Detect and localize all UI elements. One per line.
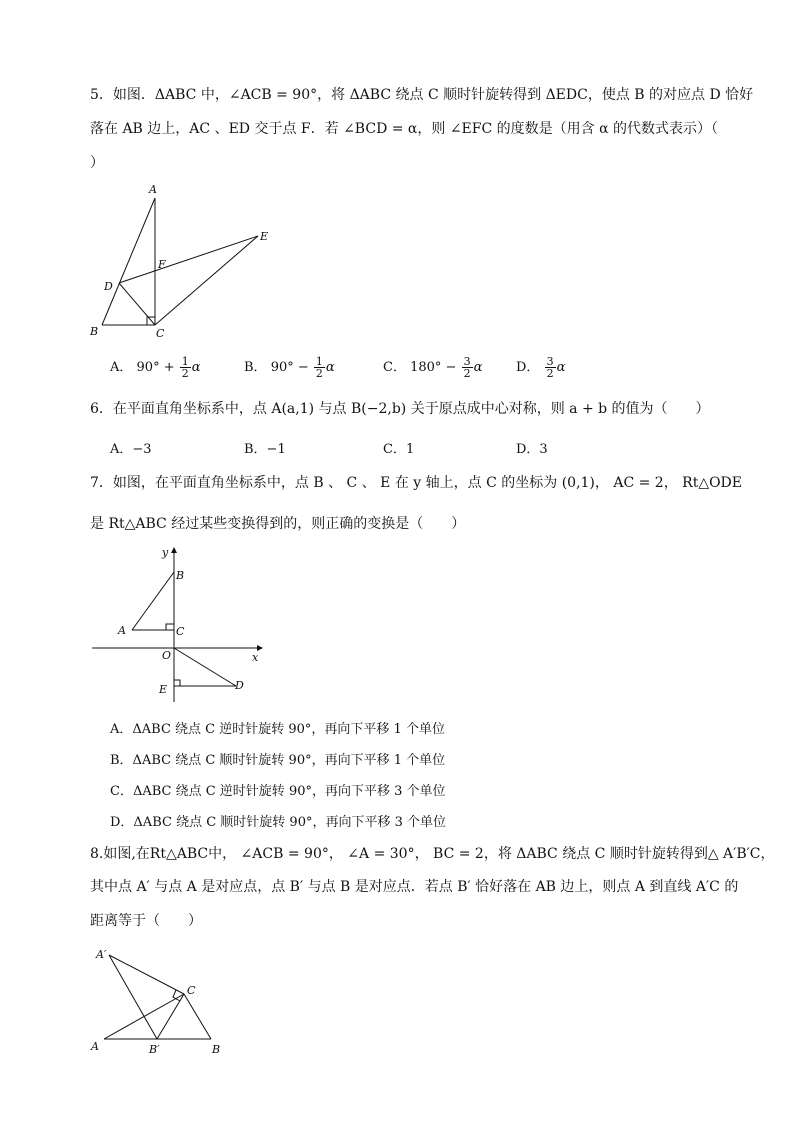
q7-label-a: A bbox=[118, 624, 126, 637]
q7-option-d[interactable]: D．ΔABC 绕点 C 顺时针旋转 90°，再向下平移 3 个单位 bbox=[110, 815, 446, 830]
q6-stem: 6．在平面直角坐标系中，点 A(a,1) 与点 B(−2,b) 关于原点成中心对称，则 a + b 的值为（ ） bbox=[90, 401, 710, 417]
q5-label-a: A bbox=[149, 183, 157, 196]
q7-stem-line1: 7．如图，在平面直角坐标系中，点 B 、 C 、 E 在 y 轴上，点 C 的坐标为 (0,1)， AC = 2， Rt△ODE bbox=[90, 475, 743, 491]
q7-segment-od bbox=[174, 648, 236, 686]
q7-label-d: D bbox=[235, 679, 244, 692]
q5-option-c[interactable] bbox=[383, 356, 482, 379]
q8-stem-line1: 8.如图,在Rt△ABC中， ∠ACB = 90°， ∠A = 30°， BC = 2，将 ΔABC 绕点 C 顺时针旋转得到△ A′B′C， bbox=[90, 846, 775, 862]
q5-option-d-fraction: $\frac{3}{2}$ bbox=[546, 355, 554, 380]
q8-label-a-prime: A′ bbox=[96, 948, 107, 961]
q7-label-o: O bbox=[162, 649, 172, 662]
q5-label-d: D bbox=[104, 280, 113, 293]
q5-stem-line2: 落在 AB 边上，AC 、ED 交于点 F．若 ∠BCD = α，则 ∠EFC 的度数是（用含 α 的代数式表示）（ bbox=[90, 121, 719, 137]
q6-option-c[interactable]: C．1 bbox=[383, 442, 415, 457]
q5-segment-dc bbox=[119, 283, 155, 325]
q7-label-y: y bbox=[162, 546, 169, 559]
q5-option-c-var: α bbox=[473, 360, 483, 375]
q5-option-a-pre: 90° + bbox=[136, 360, 175, 375]
q5-option-a-var: α bbox=[191, 360, 201, 375]
q5-stem-line3: ） bbox=[90, 155, 104, 171]
q5-option-b[interactable] bbox=[244, 356, 335, 379]
q8-label-b-prime: B′ bbox=[149, 1043, 160, 1056]
q5-option-d-var: α bbox=[556, 360, 566, 375]
q8-figure bbox=[88, 944, 248, 1064]
q5-option-d[interactable] bbox=[516, 356, 565, 379]
q5-option-a-letter: A． bbox=[110, 360, 133, 375]
q7-label-x: x bbox=[252, 651, 259, 664]
q7-option-b[interactable]: B．ΔABC 绕点 C 顺时针旋转 90°，再向下平移 1 个单位 bbox=[110, 753, 446, 768]
q5-label-e: E bbox=[260, 230, 269, 243]
q7-segment-ab bbox=[132, 572, 174, 630]
q5-option-b-fraction: $\frac{1}{2}$ bbox=[315, 355, 323, 380]
q5-stem-line1: 5．如图．ΔABC 中，∠ACB = 90°，将 ΔABC 绕点 C 顺时针旋转得到 ΔEDC，使点 B 的对应点 D 恰好 bbox=[90, 87, 754, 103]
q6-option-d[interactable]: D．3 bbox=[516, 442, 548, 457]
q5-segment-ab bbox=[102, 198, 155, 325]
q5-option-c-letter: C． bbox=[383, 360, 406, 375]
q5-option-c-pre: 180° − bbox=[410, 360, 457, 375]
q8-stem-line2: 其中点 A′ 与点 A 是对应点，点 B′ 与点 B 是对应点．若点 B′ 恰好落在 AB 边上，则点 A 到直线 A′C 的 bbox=[90, 879, 739, 895]
q5-label-c: C bbox=[156, 327, 165, 340]
q6-option-a[interactable]: A．−3 bbox=[110, 442, 152, 457]
q5-segment-de bbox=[119, 236, 258, 283]
q5-segment-ec bbox=[155, 236, 258, 325]
q8-segment-cb bbox=[184, 994, 211, 1039]
q5-option-b-letter: B． bbox=[244, 360, 267, 375]
q7-stem-line2: 是 Rt△ABC 经过某些变换得到的，则正确的变换是（ ） bbox=[90, 516, 466, 532]
q5-option-d-letter: D． bbox=[516, 360, 540, 375]
q7-label-c: C bbox=[176, 625, 185, 638]
q5-option-a[interactable] bbox=[110, 356, 201, 379]
q8-label-a: A bbox=[91, 1040, 99, 1053]
q7-right-angle-mark-c bbox=[166, 624, 174, 630]
q7-right-angle-mark-e bbox=[174, 680, 180, 686]
q5-option-a-fraction: $\frac{1}{2}$ bbox=[181, 355, 189, 380]
q5-option-b-var: α bbox=[325, 360, 335, 375]
q7-option-a[interactable]: A．ΔABC 绕点 C 逆时针旋转 90°，再向下平移 1 个单位 bbox=[110, 722, 445, 737]
q7-option-c[interactable]: C．ΔABC 绕点 C 逆时针旋转 90°，再向下平移 3 个单位 bbox=[110, 784, 446, 799]
q5-option-c-fraction: $\frac{3}{2}$ bbox=[463, 355, 471, 380]
q8-label-c: C bbox=[187, 984, 196, 997]
q5-label-f: F bbox=[158, 258, 166, 271]
q8-label-b: B bbox=[212, 1043, 221, 1056]
q6-option-b[interactable]: B．−1 bbox=[244, 442, 286, 457]
q5-option-b-pre: 90° − bbox=[270, 360, 309, 375]
q7-figure bbox=[88, 544, 268, 704]
q8-stem-line3: 距离等于（ ） bbox=[90, 913, 202, 929]
q5-label-b: B bbox=[90, 325, 99, 338]
q7-label-b: B bbox=[176, 569, 185, 582]
q5-figure bbox=[85, 182, 285, 342]
q7-label-e: E bbox=[159, 683, 168, 696]
